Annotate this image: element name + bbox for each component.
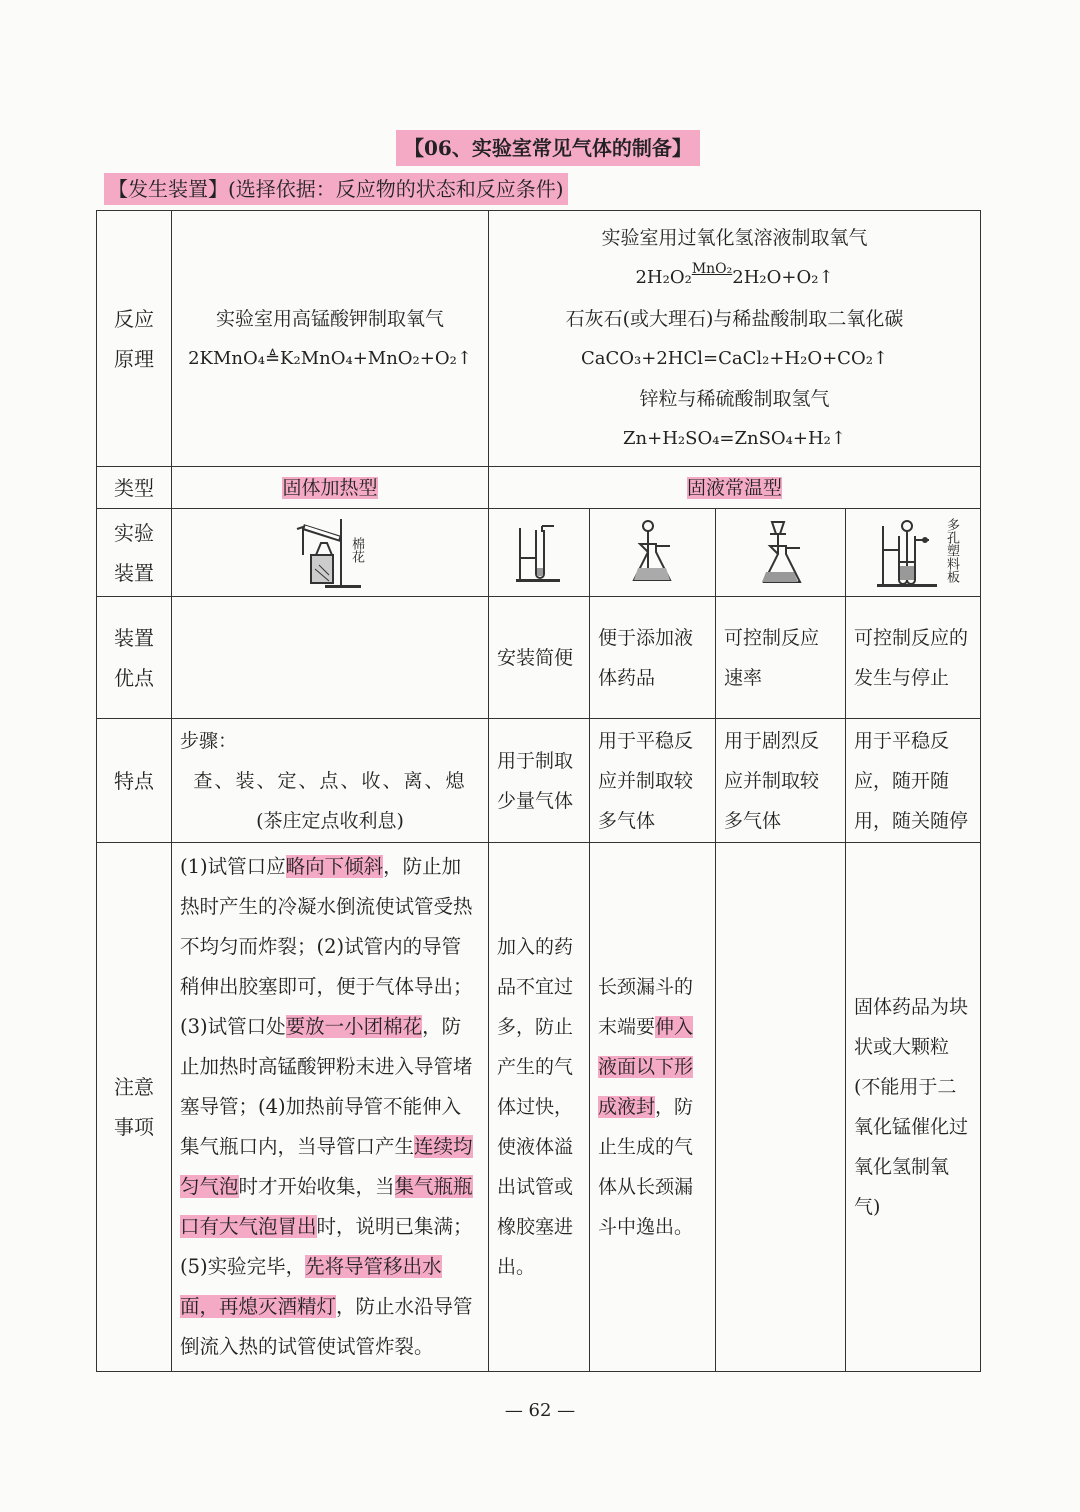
feature-c4: 用于平稳反应，随开随用，随关随停 <box>846 719 981 843</box>
notes-left-h5: 先将导管移出水面，再熄灭酒精灯 <box>180 1255 442 1318</box>
test-tube-apparatus-drawing <box>514 522 564 584</box>
principle-right-cell <box>489 211 981 467</box>
row-principle <box>97 211 981 467</box>
notes-left <box>172 843 489 1372</box>
label-principle-line1: 反应 <box>114 306 154 331</box>
label-advantage <box>97 597 172 719</box>
notes-left-p4: 时才开始收集，当 <box>238 1175 395 1198</box>
notes-left-p5: 时，说明已集满；(5)实验完毕， <box>180 1215 473 1278</box>
feature-c3: 用于剧烈反应并制取较多气体 <box>716 719 846 843</box>
feature-c1: 用于制取少量气体 <box>489 719 590 843</box>
notes-left-p6: ，防止水沿导管倒流入热的试管使试管炸裂。 <box>180 1295 473 1358</box>
porous-plate-label: 多孔塑料板 <box>944 517 959 583</box>
eq1-left: 2H₂O₂ <box>635 267 692 288</box>
label-principle-line2: 原理 <box>114 346 154 371</box>
label-principle <box>97 211 172 467</box>
notes-left-p3: ，防止加热时高锰酸钾粉末进入导管堵塞导管；(4)加热前导管不能伸入集气瓶口内，当导管口产生 <box>180 1015 473 1158</box>
principle-h2o2-text: 实验室用过氧化氢溶液制取氧气 <box>601 227 868 249</box>
advantage-c1: 安装简便 <box>489 597 590 719</box>
label-type: 类型 <box>97 467 172 509</box>
label-notes-line2: 事项 <box>114 1115 154 1139</box>
principle-h2o2-equation <box>489 258 980 299</box>
type-left: 固体加热型 <box>282 476 378 499</box>
feature-c2: 用于平稳反应并制取较多气体 <box>590 719 716 843</box>
advantage-c2: 便于添加液体药品 <box>590 597 716 719</box>
row-advantage <box>97 597 981 719</box>
label-feature: 特点 <box>97 719 172 843</box>
advantage-c3: 可控制反应速率 <box>716 597 846 719</box>
notes-left-p2: ，防止加热时产生的冷凝水倒流使试管受热不均匀而炸裂；(2)试管内的导管稍伸出胶塞即可，便于气体导出；(3)试管口处 <box>180 855 473 1038</box>
page-number: — 62 — <box>504 1400 576 1421</box>
principle-co2-text: 石灰石(或大理石)与稀盐酸制取二氧化碳 <box>565 308 904 330</box>
eq1-right: 2H₂O+O₂↑ <box>732 267 834 288</box>
notes-c3 <box>716 843 846 1372</box>
apparatus-heating <box>172 509 489 597</box>
row-notes <box>97 843 981 1372</box>
apparatus-long-funnel <box>590 509 716 597</box>
notes-c1: 加入的药品不宜过多，防止产生的气体过快，使液体溢出试管或橡胶塞进出。 <box>489 843 590 1372</box>
notes-c2-p2: ，防止生成的气体从长颈漏斗中逸出。 <box>598 1096 694 1238</box>
type-right: 固液常温型 <box>687 476 783 499</box>
label-advantage-line2: 优点 <box>114 665 154 690</box>
principle-left-text: 实验室用高锰酸钾制取氧气 <box>215 307 444 330</box>
row-feature <box>97 719 981 843</box>
apparatus-porous-plate <box>846 509 981 597</box>
row-apparatus <box>97 509 981 597</box>
porous-plate-apparatus-drawing <box>873 516 953 590</box>
feature-steps-head: 步骤： <box>180 729 238 752</box>
label-notes-line1: 注意 <box>114 1075 154 1099</box>
notes-left-h2: 要放一小团棉花 <box>285 1015 423 1038</box>
apparatus-test-tube <box>489 509 590 597</box>
long-neck-funnel-drawing <box>630 520 676 586</box>
principle-h2-text: 锌粒与稀硫酸制取氢气 <box>639 388 830 410</box>
notes-left-h1: 略向下倾斜 <box>285 855 384 878</box>
separatory-funnel-drawing <box>758 518 804 588</box>
apparatus-separatory-funnel <box>716 509 846 597</box>
eq1-catalyst: MnO₂ <box>691 261 733 277</box>
feature-steps: 查、装、定、点、收、离、熄 <box>193 769 467 792</box>
principle-left-cell <box>172 211 489 467</box>
notes-left-p1: (1)试管口应 <box>180 855 286 878</box>
section-subtitle <box>104 173 568 205</box>
subtitle-rest: (选择依据：反应物的状态和反应条件) <box>228 177 564 201</box>
notes-c2 <box>590 843 716 1372</box>
principle-co2-equation: CaCO₃+2HCl=CaCl₂+H₂O+CO₂↑ <box>581 348 889 369</box>
type-left-cell <box>172 467 489 509</box>
subtitle-tag: 【发生装置】 <box>108 177 228 201</box>
notes-c4: 固体药品为块状或大颗粒(不能用于二氧化锰催化过氧化氢制氧气) <box>846 843 981 1372</box>
label-apparatus <box>97 509 172 597</box>
notes-c2-p1: 长颈漏斗的末端要 <box>598 976 694 1038</box>
type-right-cell <box>489 467 981 509</box>
gas-preparation-table <box>96 210 981 1372</box>
feature-left <box>172 719 489 843</box>
notes-left-h4: 集气瓶瓶口有大气泡冒出 <box>180 1175 473 1238</box>
cotton-label: 棉花 <box>349 536 364 563</box>
notes-left-h3: 连续均匀气泡 <box>180 1135 473 1198</box>
label-advantage-line1: 装置 <box>114 625 154 650</box>
principle-left-equation: 2KMnO₄≜K₂MnO₄+MnO₂+O₂↑ <box>188 347 472 369</box>
label-notes <box>97 843 172 1372</box>
advantage-c4: 可控制反应的发生与停止 <box>846 597 981 719</box>
label-apparatus-line2: 装置 <box>114 560 154 585</box>
advantage-left <box>172 597 489 719</box>
feature-mnemonic: (茶庄定点收利息) <box>256 809 404 832</box>
row-type <box>97 467 981 509</box>
principle-h2-equation: Zn+H₂SO₄=ZnSO₄+H₂↑ <box>623 428 846 449</box>
label-apparatus-line1: 实验 <box>114 520 154 545</box>
page-title: 【06、实验室常见气体的制备】 <box>396 130 700 166</box>
notes-c2-h1: 伸入液面以下形成液封 <box>598 1016 694 1118</box>
